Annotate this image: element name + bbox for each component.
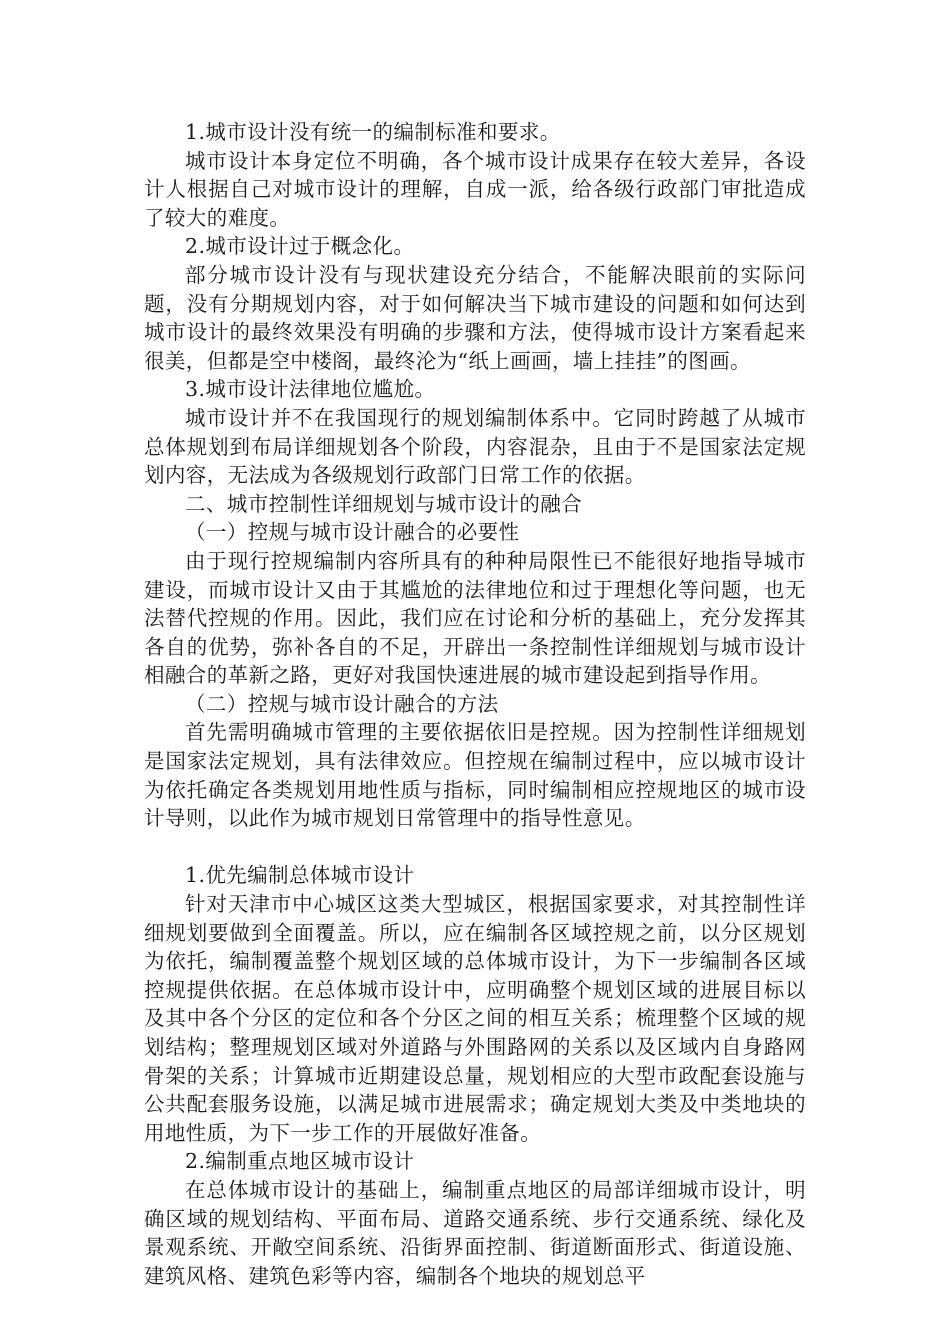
subsection-heading-2: （二）控规与城市设计融合的方法: [185, 691, 499, 716]
document-page: [144, 118, 806, 1290]
paragraph: 首先需明确城市管理的主要依据依旧是控规。因为控制性详细规划是国家法定规划，具有法律效应。但控规在编制过程中，应以城市设计为依托确定各类规划用地性质与指标，同时编制相应控规地区的城市设计导则，以此作为城市规划日常管理中的指导性意见。: [144, 720, 806, 831]
paragraph: 城市设计本身定位不明确，各个城市设计成果存在较大差异，各设计人根据自己对城市设计的理解，自成一派，给各级行政部门审批造成了较大的难度。: [144, 148, 806, 230]
paragraph: 由于现行控规编制内容所具有的种种局限性已不能很好地指导城市建设，而城市设计又由于其尴尬的法律地位和过于理想化等问题，也无法替代控规的作用。因此，我们应在讨论和分析的基础上，充分发挥其各自的优势，弥补各自的不足，开辟出一条控制性详细规划与城市设计相融合的革新之路，更好对我国快速进展的城市建设起到指导作用。: [144, 548, 806, 688]
method-heading-1: 1.优先编制总体城市设计: [185, 863, 415, 888]
method-heading-2: 2.编制重点地区城市设计: [185, 1149, 415, 1174]
subsection-heading-1: （一）控规与城市设计融合的必要性: [185, 520, 520, 545]
paragraph: 部分城市设计没有与现状建设充分结合，不能解决眼前的实际问题，没有分期规划内容，对于如何解决当下城市建设的问题和如何达到城市设计的最终效果没有明确的步骤和方法，使得城市设计方案看起来很美，但都是空中楼阁，最终沦为“纸上画画，墙上挂挂”的图画。: [144, 262, 806, 373]
item-heading-1: 1.城市设计没有统一的编制标准和要求。: [185, 120, 561, 144]
paragraph: 在总体城市设计的基础上，编制重点地区的局部详细城市设计，明确区域的规划结构、平面布局、道路交通系统、步行交通系统、绿化及景观系统、开敞空间系统、沿街界面控制、街道断面形式、街道设施、建筑风格、建筑色彩等内容，编制各个地块的规划总平: [144, 1177, 806, 1288]
paragraph: 针对天津市中心城区这类大型城区，根据国家要求，对其控制性详细规划要做到全面覆盖。所以，应在编制各区域控规之前，以分区规划为依托，编制覆盖整个规划区域的总体城市设计，为下一步编制各区域控规提供依据。在总体城市设计中，应明确整个规划区域的进展目标以及其中各个分区的定位和各个分区之间的相互关系；梳理整个区域的规划结构；整理规划区域对外道路与外围路网的关系以及区域内自身路网骨架的关系；计算城市近期建设总量，规划相应的大型市政配套设施与公共配套服务设施，以满足城市进展需求；确定规划大类及中类地块的用地性质，为下一步工作的开展做好准备。: [144, 892, 806, 1145]
paragraph: 城市设计并不在我国现行的规划编制体系中。它同时跨越了从城市总体规划到布局详细规划各个阶段，内容混杂，且由于不是国家法定规划内容，无法成为各级规划行政部门日常工作的依据。: [144, 405, 806, 488]
item-heading-2: 2.城市设计过于概念化。: [185, 234, 415, 259]
section-heading: 二、城市控制性详细规划与城市设计的融合: [185, 491, 583, 516]
item-heading-3: 3.城市设计法律地位尴尬。: [185, 377, 436, 402]
